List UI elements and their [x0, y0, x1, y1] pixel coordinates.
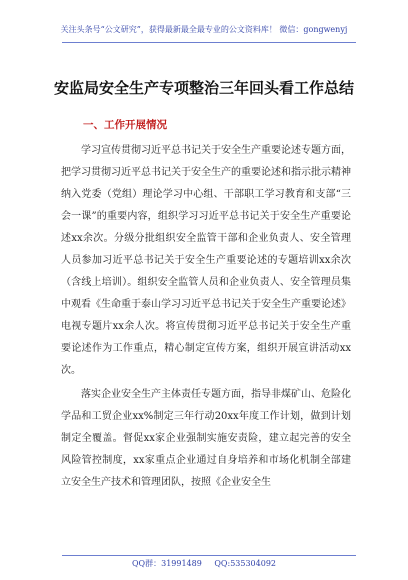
header-notice: 关注头条号“公文研究”，获得最新最全最专业的公文资料库！ 微信：gongwenyj [60, 25, 348, 34]
section-heading: 一、工作开展情况 [83, 119, 167, 131]
header-divider [62, 42, 356, 43]
footer-qq: QQ:535304092 [214, 559, 276, 568]
body-paragraph: 学习宣传贯彻习近平总书记关于安全生产重要论述专题方面，把学习贯彻习近平总书记关于安全生产的重要论述和指示批示精神纳入党委（党组）理论学习中心组、干部职工学习教育和支部“三会一课”的重要内容，组织学习习近平总书记关于安全生产重要论述xx余次。分级分批组织安全监管干部和企业负责人、安全管理人员参加习近平总书记关于安全生产重要论述的专题培训xx余次（含线上培训）。组织安全监管人员和企业负责人、安全管理员集中观看《生命重于泰山学习习近平总书记关于安全生产重要论述》电视专题片xx余人次。将宣传贯彻习近平总书记关于安全生产重要论述作为工作重点，精心制定宣传方案，组织开展宣讲活动xx次。 [61, 145, 351, 376]
body-paragraph: 落实企业安全生产主体责任专题方面，指导非煤矿山、危险化学品和工贸企业xx%制定三年行动20xx年度工作计划，做到计划制定全覆盖。督促xx家企业强制实施安责险，建立起完善的安全风险管控制度，xx家重点企业通过自身培养和市场化机制全部建立安全生产技术和管理团队，按照《企业安全生 [61, 389, 351, 488]
footer [0, 558, 408, 570]
footer-divider [62, 555, 356, 556]
document-title: 安监局安全生产专项整治三年回头看工作总结 [53, 79, 354, 97]
footer-qq-group: QQ群：31991489 [131, 559, 202, 568]
